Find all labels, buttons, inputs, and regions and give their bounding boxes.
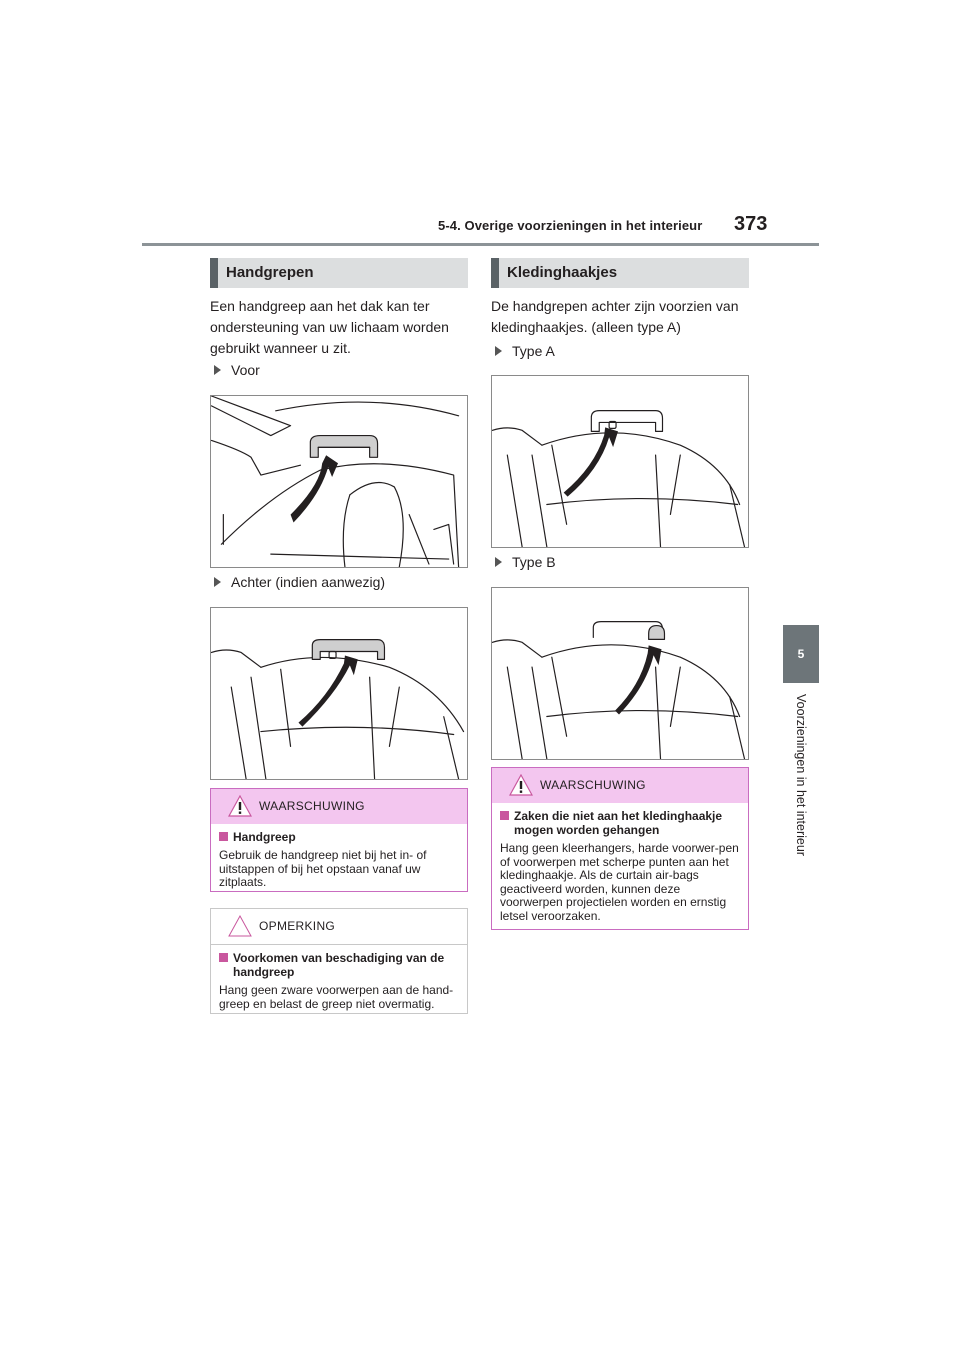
figure-type-b: [491, 587, 749, 760]
square-bullet-icon: [500, 811, 509, 820]
bullet-type-a-label: Type A: [512, 343, 555, 359]
section-heading-handgrepen: Handgrepen: [210, 258, 468, 288]
warning-triangle-icon: [228, 795, 252, 817]
front-grip-illustration: [211, 396, 467, 567]
notice-subhead: [219, 951, 459, 979]
rear-grip-illustration: [211, 608, 467, 779]
triangle-bullet-icon: [214, 577, 221, 587]
figure-front-grip: [210, 395, 468, 568]
warning-subhead: [500, 809, 740, 837]
warning-subhead-text: Zaken die niet aan het kledinghaakje mogen worden gehangen: [514, 809, 723, 837]
warning-text: Hang geen kleerhangers, harde voorwer-pen of voorwerpen met scherpe punten aan het kledinghaakje. Als de curtain air-bags geactiveerd worden, kunnen deze voorwerpen projectielen worden en ernstig letsel veroorzaken.: [500, 841, 739, 923]
warning-title: WAARSCHUWING: [540, 778, 646, 792]
type-a-hook-illustration: [492, 376, 748, 547]
warning-box-kledinghaakjes: [491, 767, 749, 930]
page-number: 373: [734, 213, 768, 235]
notice-box-handgreep: [210, 908, 468, 1014]
bullet-type-b-label: Type B: [512, 554, 556, 570]
bullet-type-b: [491, 554, 556, 570]
notice-text: Hang geen zware voorwerpen aan de hand-greep en belast de greep niet overmatig.: [219, 983, 454, 1011]
warning-header: [492, 768, 748, 803]
warning-subhead-text: Handgreep: [233, 830, 296, 844]
square-bullet-icon: [219, 953, 228, 962]
figure-type-a: [491, 375, 749, 548]
triangle-bullet-icon: [214, 365, 221, 375]
bullet-type-a: [491, 343, 555, 359]
caution-triangle-icon: [228, 915, 252, 937]
intro-kledinghaakjes: De handgrepen achter zijn voorzien van kledinghaakjes. (alleen type A): [491, 298, 739, 335]
square-bullet-icon: [219, 832, 228, 841]
header-rule: [142, 243, 819, 246]
notice-header: [211, 909, 467, 944]
bullet-front-label: Voor: [231, 362, 260, 378]
warning-text: Gebruik de handgreep niet bij het in- of uitstappen of bij het opstaan vanaf uw zitplaats.: [219, 848, 427, 889]
warning-triangle-icon: [509, 774, 533, 796]
intro-handgrepen: Een handgreep aan het dak kan ter ondersteuning van uw lichaam worden gebruikt wanneer u zit.: [210, 298, 449, 356]
warning-header: [211, 789, 467, 824]
type-b-hook-illustration: [492, 588, 748, 759]
section-heading-kledinghaakjes: Kledinghaakjes: [491, 258, 749, 288]
triangle-bullet-icon: [495, 557, 502, 567]
notice-subhead-text: Voorkomen van beschadiging van de handgreep: [233, 951, 445, 979]
figure-rear-grip: [210, 607, 468, 780]
triangle-bullet-icon: [495, 346, 502, 356]
notice-title: OPMERKING: [259, 919, 336, 933]
bullet-rear-label: Achter (indien aanwezig): [231, 574, 386, 590]
warning-title: WAARSCHUWING: [259, 799, 365, 813]
bullet-rear: [210, 574, 385, 590]
chapter-title: 5-4. Overige voorzieningen in het interieur: [438, 218, 703, 233]
warning-subhead: [219, 830, 459, 844]
chapter-tab[interactable]: 5: [783, 625, 819, 683]
chapter-side-label: Voorzieningen in het interieur: [794, 694, 808, 856]
warning-box-handgreep: [210, 788, 468, 892]
bullet-front: [210, 362, 260, 378]
